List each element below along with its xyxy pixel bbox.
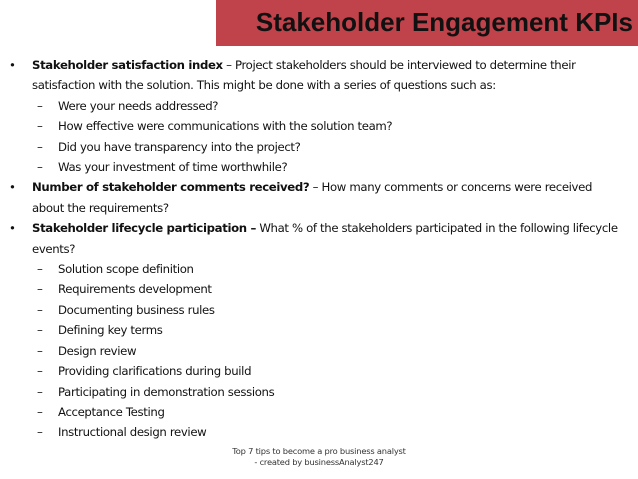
bullet-text: What % of the stakeholders participated in the following lifecycle events? <box>32 221 618 256</box>
sub-item-text: Participating in demonstration sessions <box>58 384 275 399</box>
dash-icon: – <box>37 323 43 338</box>
bullet-item <box>0 55 638 96</box>
sub-item <box>0 382 638 402</box>
dash-icon: – <box>37 384 43 399</box>
bullet-icon: • <box>9 221 16 236</box>
sub-item <box>0 320 638 340</box>
footer-line: Top 7 tips to become a pro business analyst <box>232 446 406 456</box>
sub-item-text: Providing clarifications during build <box>58 364 252 379</box>
footer <box>180 446 458 468</box>
dash-icon: – <box>37 404 43 419</box>
sub-item-text: Design review <box>58 343 137 358</box>
sub-item <box>0 300 638 320</box>
dash-icon: – <box>37 282 43 297</box>
sub-item <box>0 96 638 116</box>
footer-line: - created by businessAnalyst247 <box>254 457 384 467</box>
sub-item-text: Did you have transparency into the project? <box>58 139 301 154</box>
bullet-icon: • <box>9 180 16 195</box>
sub-item-text: Requirements development <box>58 282 212 297</box>
sub-item <box>0 157 638 177</box>
slide-title: Stakeholder Engagement KPIs <box>255 7 633 37</box>
sub-item-text: Documenting business rules <box>58 302 215 317</box>
bullet-item <box>0 177 638 218</box>
dash-icon: – <box>37 343 43 358</box>
slide-content <box>0 55 638 443</box>
bullet-item <box>0 218 638 259</box>
sub-item-text: Instructional design review <box>58 425 207 440</box>
dash-icon: – <box>37 364 43 379</box>
sub-item-text: Acceptance Testing <box>58 404 165 419</box>
bullet-text: – Project stakeholders should be interviewed to determine their satisfaction with the solution. This might be done with a series of questions such as: <box>32 58 576 93</box>
dash-icon: – <box>37 119 43 134</box>
dash-icon: – <box>37 262 43 277</box>
dash-icon: – <box>37 302 43 317</box>
bullet-label: Number of stakeholder comments received? <box>32 180 310 195</box>
sub-item <box>0 422 638 442</box>
sub-item-text: Was your investment of time worthwhile? <box>58 160 288 175</box>
sub-item <box>0 402 638 422</box>
sub-item <box>0 361 638 381</box>
dash-icon: – <box>37 139 43 154</box>
sub-item <box>0 279 638 299</box>
sub-item <box>0 116 638 136</box>
bullet-label: Stakeholder lifecycle participation – <box>32 221 256 236</box>
sub-item-text: Defining key terms <box>58 323 163 338</box>
sub-item-text: Solution scope definition <box>58 262 194 277</box>
sub-item <box>0 341 638 361</box>
bullet-icon: • <box>9 58 16 72</box>
dash-icon: – <box>37 160 43 175</box>
bullet-text: – How many comments or concerns were received about the requirements? <box>32 180 593 215</box>
bullet-label: Stakeholder satisfaction index <box>32 58 223 72</box>
sub-item-text: Were your needs addressed? <box>58 98 219 113</box>
sub-item-text: How effective were communications with the solution team? <box>58 119 393 134</box>
sub-item <box>0 137 638 157</box>
dash-icon: – <box>37 98 43 113</box>
dash-icon: – <box>37 425 43 440</box>
sub-item <box>0 259 638 279</box>
